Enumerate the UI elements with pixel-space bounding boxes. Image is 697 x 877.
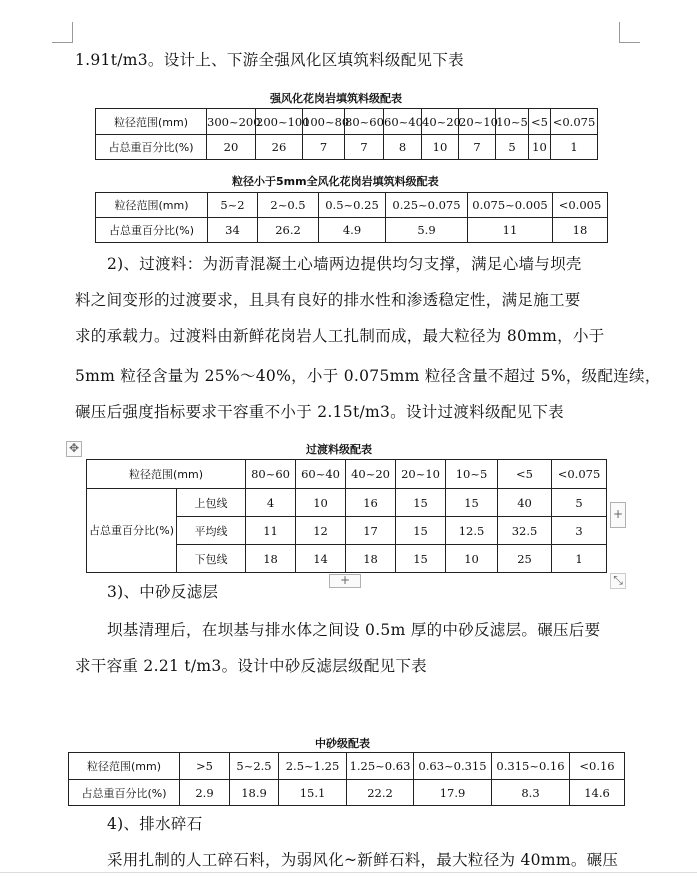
range-cell: 80~60 [246,460,296,489]
line-type-label: 上包线 [177,489,246,517]
paragraph-line: 采用扎制的人工碎石料，为弱风化~新鲜石料，最大粒径为 40mm。碾压 [107,851,619,869]
row-header: 粒径范围(mm) [87,460,246,489]
value-cell: 7 [459,135,496,160]
range-cell: 2~0.5 [258,193,319,218]
value-cell: 15.1 [279,780,347,806]
line-type-label: 平均线 [177,517,246,545]
value-cell: 40 [498,489,552,517]
row-header: 粒径范围(mm) [96,109,207,135]
range-cell: <0.16 [570,753,625,780]
value-cell: 17 [346,517,396,545]
value-cell: 18 [346,545,396,573]
value-cell: 1 [552,545,607,573]
range-cell: 0.63~0.315 [414,753,492,780]
range-cell: 10~5 [446,460,498,489]
line-type-label: 下包线 [177,545,246,573]
page-corner-mark-right [619,22,640,43]
grading-table-weathered-granite [95,108,598,160]
range-cell: <0.075 [552,460,607,489]
value-cell: 15 [396,517,446,545]
range-cell: <5 [498,460,552,489]
range-cell: 40~20 [346,460,396,489]
add-row-button[interactable]: + [329,574,361,588]
range-cell: 10~5 [496,109,529,135]
value-cell: 18 [246,545,296,573]
range-cell: 0.5~0.25 [319,193,386,218]
paragraph-line: 坝基清理后，在坝基与排水体之间设 0.5m 厚的中砂反滤层。碾压后要 [107,621,601,639]
value-cell: 2.9 [180,780,230,806]
value-cell: 11 [468,218,553,243]
range-cell: <5 [529,109,551,135]
paragraph-line: 5mm 粒径含量为 25%～40%，小于 0.075mm 粒径含量不超过 5%，级配连续， [75,367,661,385]
grading-table-transition-material [86,459,607,573]
table-caption: 中砂级配表 [315,737,370,750]
paragraph-line: 求的承载力。过渡料由新鲜花岗岩人工扎制而成，最大粒径为 80mm，小于 [75,327,605,345]
value-cell: 15 [446,489,498,517]
value-cell: 7 [345,135,384,160]
value-cell: 18.9 [230,780,279,806]
grading-table-fine-granite [95,192,608,243]
value-cell: 17.9 [414,780,492,806]
paragraph-line: 2)、过渡料：为沥青混凝土心墙两边提供均匀支撑，满足心墙与坝壳 [107,255,582,273]
value-cell: 25 [498,545,552,573]
table-move-handle-icon[interactable]: ✥ [66,441,82,457]
value-cell: 3 [552,517,607,545]
row-header: 占总重百分比(%) [96,218,208,243]
value-cell: 14.6 [570,780,625,806]
value-cell: 15 [396,489,446,517]
paragraph-line: 1.91t/m3。设计上、下游全强风化区填筑料级配见下表 [75,51,464,69]
range-cell: 5~2 [208,193,258,218]
value-cell: 4 [246,489,296,517]
paragraph-line: 碾压后强度指标要求干容重不小于 2.15t/m3。设计过渡料级配见下表 [75,403,564,421]
range-cell: >5 [180,753,230,780]
page-corner-mark-left [52,22,73,43]
value-cell: 22.2 [347,780,414,806]
table-caption: 强风化花岗岩填筑料级配表 [270,92,402,105]
value-cell: 26 [256,135,303,160]
value-cell: 16 [346,489,396,517]
paragraph-line: 求干容重 2.21 t/m3。设计中砂反滤层级配见下表 [75,657,427,675]
range-cell: 1.25~0.63 [347,753,414,780]
range-cell: 100~80 [303,109,345,135]
row-header: 占总重百分比(%) [87,489,177,573]
value-cell: 12 [296,517,346,545]
value-cell: 5.9 [386,218,468,243]
range-cell: 5~2.5 [230,753,279,780]
range-cell: 0.25~0.075 [386,193,468,218]
paragraph-line: 料之间变形的过渡要求，且具有良好的排水性和渗透稳定性，满足施工要 [75,291,581,309]
row-header: 占总重百分比(%) [69,780,180,806]
page-bottom-edge [0,872,697,873]
range-cell: 20~10 [396,460,446,489]
value-cell: 11 [246,517,296,545]
row-header: 占总重百分比(%) [96,135,207,160]
table-resize-handle-icon[interactable]: ⤡ [610,573,626,589]
range-cell: 60~40 [384,109,422,135]
row-header: 粒径范围(mm) [96,193,208,218]
paragraph-line: 4)、排水碎石 [107,815,203,833]
range-cell: 60~40 [296,460,346,489]
value-cell: 10 [529,135,551,160]
value-cell: 8.3 [492,780,570,806]
value-cell: 34 [208,218,258,243]
value-cell: 15 [396,545,446,573]
value-cell: 8 [384,135,422,160]
value-cell: 32.5 [498,517,552,545]
range-cell: 2.5~1.25 [279,753,347,780]
range-cell: 20~10 [459,109,496,135]
table-caption: 粒径小于5mm全风化花岗岩填筑料级配表 [232,175,439,188]
value-cell: 5 [552,489,607,517]
range-cell: <0.075 [551,109,598,135]
range-cell: <0.005 [553,193,608,218]
value-cell: 4.9 [319,218,386,243]
grading-table-medium-sand [68,752,625,806]
value-cell: 10 [296,489,346,517]
table-caption: 过渡料级配表 [306,443,372,456]
value-cell: 10 [422,135,459,160]
range-cell: 0.075~0.005 [468,193,553,218]
range-cell: 80~60 [345,109,384,135]
value-cell: 1 [551,135,598,160]
paragraph-line: 3)、中砂反滤层 [107,583,219,601]
value-cell: 10 [446,545,498,573]
value-cell: 18 [553,218,608,243]
row-header: 粒径范围(mm) [69,753,180,780]
value-cell: 12.5 [446,517,498,545]
range-cell: 0.315~0.16 [492,753,570,780]
add-column-button[interactable]: + [610,502,626,528]
range-cell: 200~100 [256,109,303,135]
value-cell: 7 [303,135,345,160]
value-cell: 5 [496,135,529,160]
range-cell: 40~20 [422,109,459,135]
value-cell: 26.2 [258,218,319,243]
value-cell: 20 [207,135,256,160]
value-cell: 14 [296,545,346,573]
range-cell: 300~200 [207,109,256,135]
